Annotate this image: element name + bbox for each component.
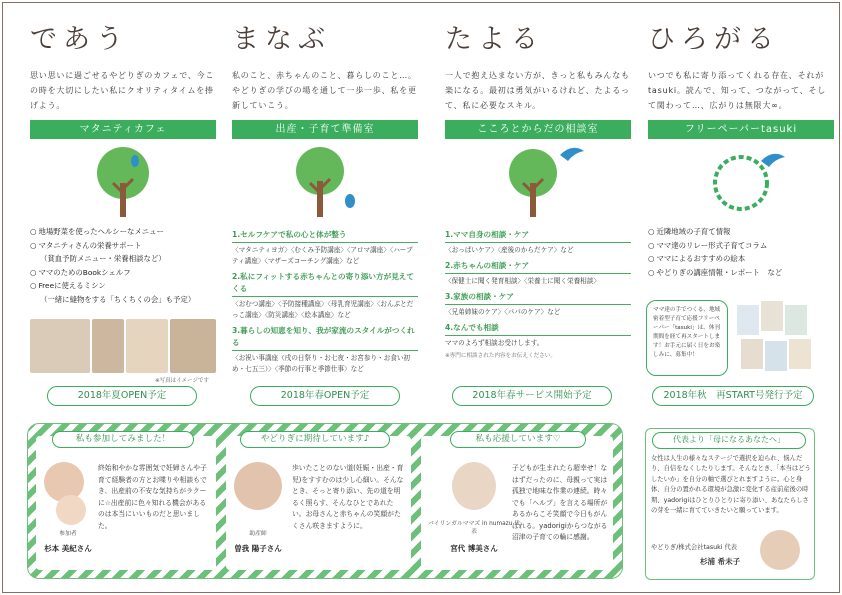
column-banner: マタニティカフェ [30, 120, 216, 139]
list-item: （一緒に縫物をする「ちくちくの会」も予定） [40, 294, 196, 304]
list-item: ○ ママによるおすすめの絵本 [648, 252, 834, 266]
list-item: ○ やどりぎの講座情報・レポート など [648, 266, 834, 280]
voice-text: 歩いたことのない道(妊娠・出産・育児)をすすむのは少し心細い。そんなとき、そっと寄り添い、先の道を明るく照らす、そんなひとであれたい。お母さんと赤ちゃんの笑顔がたくさん咲きますように。 [292, 464, 404, 530]
column-intro: いつでも私に寄り添ってくれる存在、それがtasuki。読んで、知って、つながって、そして関わって…、広がりは無限大∞。 [648, 71, 827, 110]
food-photo [126, 319, 168, 373]
representative-title: 代表より「母になるあなたへ」 [652, 432, 806, 449]
voice-text: 子どもが生まれたら超幸せ！なはずだったのに、母親って実は孤独で地味な作業の連続。時々でも「ヘルプ」を言える場所があるからこそ笑顔で今日もがんばれる。yadorigiからつながる沼津の子育ての輪に感謝。 [512, 464, 608, 541]
section-body: 〈おむつ講座〉〈予防接種講座〉〈母乳育児講座〉〈おんぶとだっこ講座〉〈防災講座〉〈絵本講座〉など [232, 300, 414, 319]
voice-text: 終始和やかな雰囲気で妊婦さんや子育て経験者の方とお喋りや相談もでき、出産前の不安な気持ちがラクーに☆出産前に色々知れる機会があるのは本当にいいものだと思いました。 [98, 464, 207, 530]
open-label: 2018年春サービス開始予定 [452, 386, 612, 406]
person-name: 曽我 陽子さん [234, 544, 282, 553]
section-body: 〈兄弟姉妹のケア〉〈パパのケア〉など [445, 308, 561, 316]
open-label: 2018年春OPEN予定 [250, 386, 400, 406]
wreath-illustration [648, 139, 834, 225]
bird-icon [560, 148, 584, 161]
tree-illustration [232, 139, 418, 225]
avatar [760, 530, 800, 570]
column-banner: フリーペーパーtasuki [648, 120, 834, 139]
section-body: 〈マタニティヨガ〉〈むくみ予防講座〉〈アロマ講座〉〈ハーブティ講座〉〈マザーズコーチング講座〉など [232, 246, 413, 265]
list-item: ○ Freeに使えるミシン [30, 279, 216, 293]
avatar [56, 495, 86, 525]
tree-icon [488, 143, 588, 221]
column-deau [30, 22, 216, 306]
column-manabu [232, 22, 418, 375]
section-body: 〈おっぱいケア〉〈産後のからだケア〉など [445, 246, 574, 254]
section-note: ※専門に相談された内容をお伝えください。 [445, 353, 556, 359]
wreath-icon [691, 143, 791, 221]
paper-note: ママ達の手でつくる、地域密着型子育て応援フリーペーパー「tasuki」は、休刊期間を経て再スタートします！お手元に届く日をお楽しみに、募集中！ [646, 300, 728, 376]
section-body: 〈お祝い事講座（戌の日祭り・お七夜・お宮参り・お食い初め・七五三）〉〈季節の行事と季節仕事〉など [232, 354, 411, 373]
section-heading: 2.赤ちゃんの相談・ケア [445, 260, 631, 274]
list-item: ○ 近隣地域の子育て情報 [648, 225, 834, 239]
person-role: バイリンガルママズ in numazu 代表 [427, 521, 521, 535]
cafe-photo [92, 319, 124, 373]
feature-list [648, 225, 834, 279]
section-heading: 2.私にフィットする赤ちゃんとの寄り添い方が見えてくる [232, 271, 418, 297]
list-item: ○ ママのためのBookシェルフ [30, 266, 216, 280]
voice-title: 私も参加してみました！ [52, 431, 194, 448]
avatar [234, 462, 282, 510]
section-heading: 1.セルフケアで私の心と体が整う [232, 229, 418, 243]
list-item: ○ マタニティさんの栄養サポート [30, 239, 216, 253]
column-intro: 一人で抱え込まない方が、きっと私もみんなも楽になる。最初は勇気がいるけれど、たよるって、私に必要なスキル。 [445, 71, 630, 110]
person-name: 杉本 美紀さん [44, 544, 92, 553]
bird-icon [345, 194, 355, 208]
voice-title: やどりぎに期待しています♪ [240, 431, 390, 448]
column-intro: 私のこと、赤ちゃんのこと、暮らしのこと…。やどりぎの学びの場を通して一歩一歩、私を更新していこう。 [232, 71, 417, 110]
tree-illustration [30, 139, 216, 225]
representative-name: 杉浦 希未子 [700, 557, 741, 566]
section-heading: 4.なんでも相談 [445, 322, 631, 336]
tree-icon [93, 143, 153, 221]
column-heading: であう [30, 24, 129, 55]
section-heading: 1.ママ自身の相談・ケア [445, 229, 631, 243]
cafe-photo [30, 319, 90, 373]
open-label: 2018年夏OPEN予定 [47, 386, 197, 406]
list-item: ○ ママ達のリレー形式子育てコラム [648, 239, 834, 253]
food-photo [170, 319, 216, 373]
column-heading: ひろがる [648, 24, 780, 55]
bird-icon [761, 154, 785, 167]
column-intro: 思い思いに過ごせるやどりぎのカフェで、今この時を大切にしたい私にクオリティタイムを捧げよう。 [30, 71, 215, 110]
person-role: 助産師 [249, 531, 267, 537]
column-tayoru [445, 22, 631, 362]
column-banner: 出産・子育て準備室 [232, 120, 418, 139]
tree-icon [290, 143, 360, 221]
representative-text: 女性は人生の様々なステージで選択を迫られ、悩んだり、自信をなくしたりします。そんなとき、「本当はどうしたいか」を自分の軸で選びとれますように。心と身体、自分の置かれる環境が急激に変化する産前産後の時期、yadorigiはひとりひとりに寄り添い、あなたらしさの芽を一緒に育てていきたいと願っています。 [651, 455, 811, 515]
section-heading: 3.家族の相談・ケア [445, 291, 631, 305]
section-body: 〈保健士に聞く発育相談〉〈栄養士に聞く栄養相談〉 [445, 277, 600, 285]
person-name: 宮代 博美さん [450, 544, 498, 553]
column-hirogaru [648, 22, 834, 279]
column-heading: たよる [445, 24, 544, 55]
photo-caption: ※写真はイメージです [155, 378, 209, 384]
section-heading: 3.暮らしの知恵を知り、我が家流のスタイルがつくれる [232, 325, 418, 351]
list-item: （貧血予防メニュー・栄養相談など） [40, 254, 166, 263]
column-heading: まなぶ [232, 24, 331, 55]
column-banner: こころとからだの相談室 [445, 120, 631, 139]
section-body: ママのよろず相談お受けします。 [445, 339, 544, 347]
paper-stack-photo [733, 299, 819, 379]
representative-affiliation: やどりぎ/株式会社tasuki 代表 [651, 544, 738, 551]
avatar [452, 462, 496, 510]
person-role: 参加者 [59, 531, 77, 537]
bird-icon [131, 155, 139, 167]
tree-illustration [445, 139, 631, 225]
feature-list [30, 225, 216, 306]
list-item: ○ 地場野菜を使ったヘルシーなメニュー [30, 225, 216, 239]
open-label: 2018年秋 再START号発行予定 [652, 386, 814, 406]
voice-title: 私も応援しています♡ [450, 431, 586, 448]
